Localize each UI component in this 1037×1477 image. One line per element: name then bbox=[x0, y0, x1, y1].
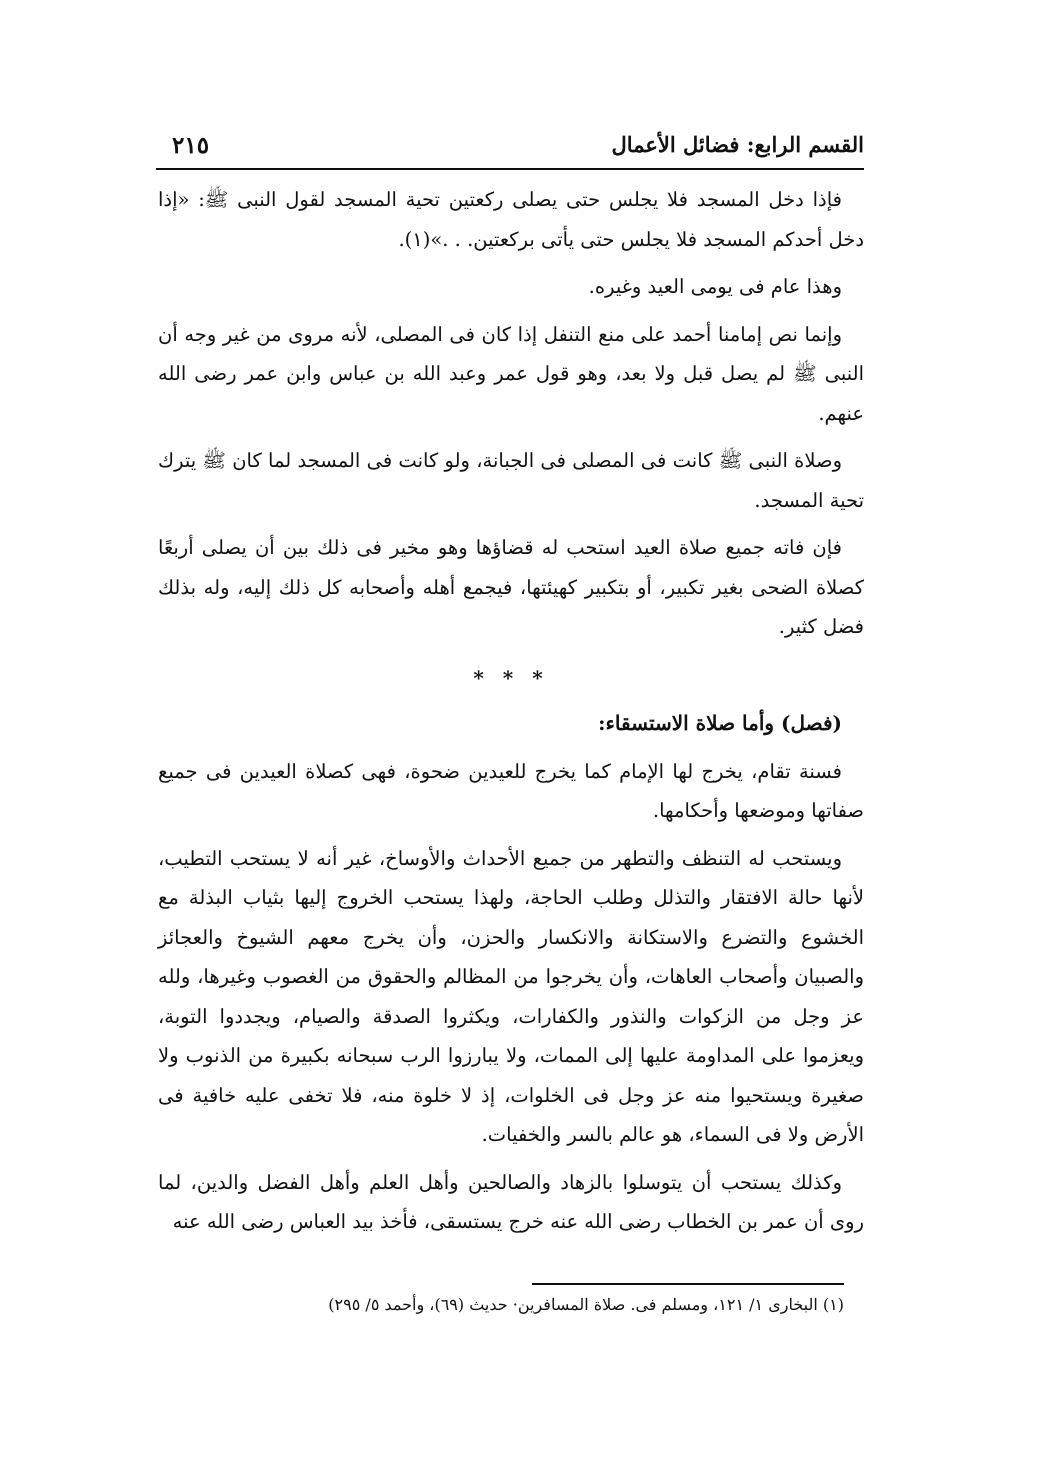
paragraph: وصلاة النبى ﷺ كانت فى المصلى فى الجبانة، ولو كانت فى المسجد لما كان ﷺ يترك تحية المسجد. bbox=[158, 449, 864, 512]
running-title: القسم الرابع: فضائل الأعمال bbox=[611, 132, 864, 157]
footnote: (١) البخارى ١/ ١٢١، ومسلم فى. صلاة المسافرين· حديث (٦٩)، وأحمد ٥/ ٢٩٥) bbox=[328, 1295, 844, 1314]
body-text bbox=[158, 180, 864, 1250]
paragraph: فإن فاته جميع صلاة العيد استحب له قضاؤها وهو مخير فى ذلك بين أن يصلى أربعًا كصلاة الضحى بغير تكبير، أو بتكبير كهيئتها، فيجمع أهله وأصحابه كل ذلك إليه، وله بذلك فضل كثير. bbox=[158, 536, 864, 638]
paragraph: ويستحب له التنظف والتطهر من جميع الأحداث والأوساخ، غير أنه لا يستحب التطيب، لأنها حالة الافتقار والتذلل وطلب الحاجة، ولهذا يستحب الخروج إليها بثياب البذلة مع الخشوع والتضرع والاستكانة والانكسار والحزن، وأن يخرج معهم الشيوخ والعجائز والصبيان وأصحاب العاهات، وأن يخرجوا من المظالم والحقوق من الغصوب وغيرها، ولله عز وجل من الزكوات والنذور والكفارات، ويكثروا الصدقة والصيام، ويجددوا التوبة، ويعزموا على المداومة عليها إلى الممات، ولا يبارزوا الرب سبحانه بكبيرة من الذنوب ولا صغيرة ويستحيوا منه عز وجل فى الخلوات، إذ لا خلوة منه، فلا تخفى عليه خافية فى الأرض ولا فى السماء، هو عالم بالسر والخفيات. bbox=[158, 846, 864, 1146]
page-number: ٢١٥ bbox=[172, 132, 210, 159]
paragraph: وإنما نص إمامنا أحمد على منع التنفل إذا كان فى المصلى، لأنه مروى من غير وجه أن النبى ﷺ لم يصل قبل ولا بعد، وهو قول عمر وعبد الله بن عباس وابن عمر رضى الله عنهم. bbox=[158, 322, 864, 425]
paragraph: وهذا عام فى يومى العيد وغيره. bbox=[588, 275, 842, 298]
header-rule bbox=[156, 168, 864, 170]
section-heading: (فصل) وأما صلاة الاستسقاء: bbox=[598, 711, 842, 735]
paragraph: فسنة تقام، يخرج لها الإمام كما يخرج للعيدين ضحوة، فهى كصلاة العيدين فى جميع صفاتها وموضعها وأحكامها. bbox=[158, 759, 864, 822]
footnote-rule bbox=[532, 1283, 844, 1285]
paragraph: وكذلك يستحب أن يتوسلوا بالزهاد والصالحين وأهل العلم وأهل الفضل والدين، لما روى أن عمر بن الخطاب رضى الله عنه خرج يستسقى، فأخذ بيد العباس رضى الله عنه bbox=[158, 1170, 864, 1233]
page-header bbox=[156, 126, 864, 170]
section-separator: * * * bbox=[473, 665, 549, 690]
paragraph: فإذا دخل المسجد فلا يجلس حتى يصلى ركعتين تحية المسجد لقول النبى ﷺ: «إذا دخل أحدكم المسجد فلا يجلس حتى يأتى بركعتين. . .»(١). bbox=[158, 188, 864, 251]
